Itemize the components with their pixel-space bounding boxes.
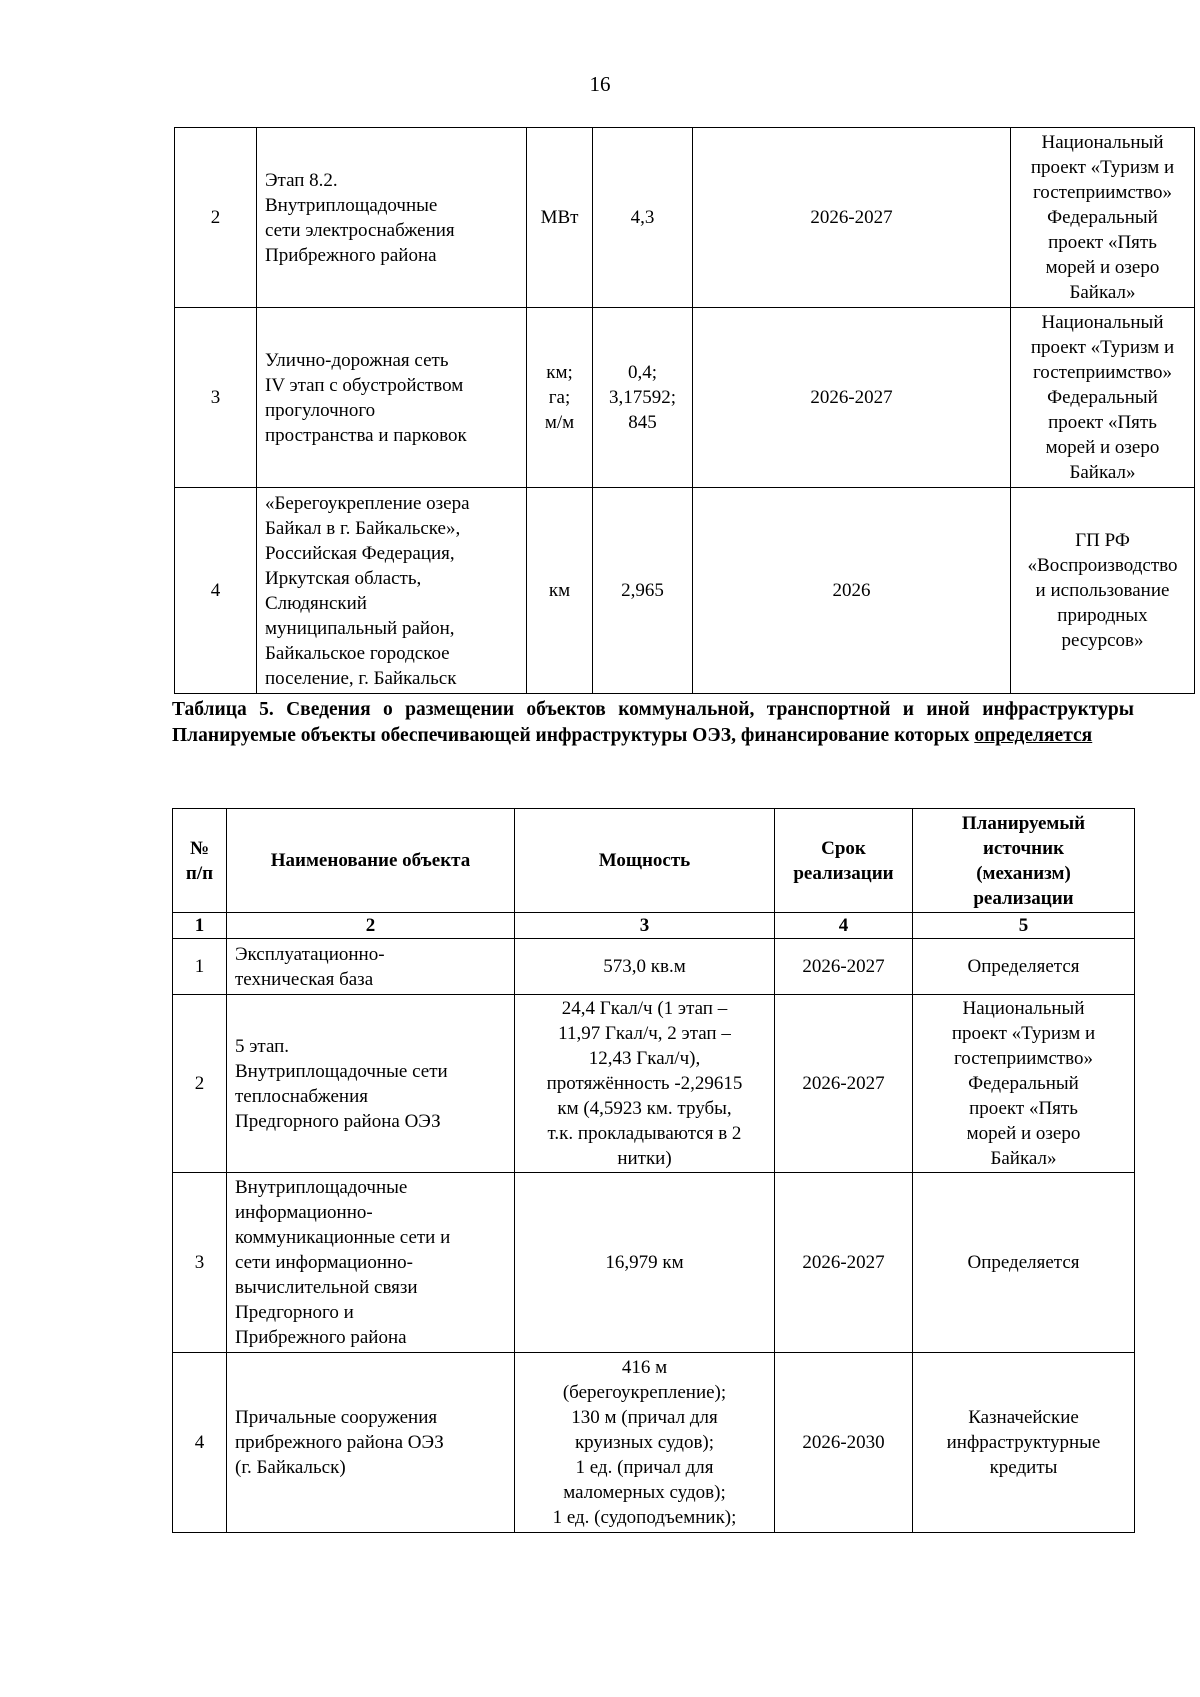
object-name: Внутриплощадочные информационно- коммуникационные сети и сети информационно- вычислительной связи Предгорного и Прибрежного района — [227, 1173, 515, 1353]
unit: км — [527, 488, 593, 694]
continued-table — [174, 127, 1195, 694]
header-name: Наименование объекта — [227, 809, 515, 913]
column-number: 1 — [173, 913, 227, 939]
funding-source: Национальный проект «Туризм и гостеприимство» Федеральный проект «Пять морей и озеро Байкал» — [913, 995, 1135, 1173]
row-number: 3 — [173, 1173, 227, 1353]
period: 2026-2027 — [693, 128, 1011, 308]
table-5 — [172, 808, 1135, 1533]
row-number: 4 — [173, 1353, 227, 1533]
table-row — [175, 128, 1195, 308]
object-name: Улично-дорожная сеть IV этап с обустройством прогулочного пространства и парковок — [257, 308, 527, 488]
object-name: Причальные сооружения прибрежного района ОЭЗ (г. Байкальск) — [227, 1353, 515, 1533]
row-number: 2 — [173, 995, 227, 1173]
object-name: Этап 8.2. Внутриплощадочные сети электроснабжения Прибрежного района — [257, 128, 527, 308]
table-row — [173, 939, 1135, 995]
period: 2026-2027 — [775, 1173, 913, 1353]
header-capacity: Мощность — [515, 809, 775, 913]
funding-source: Определяется — [913, 1173, 1135, 1353]
table-caption — [172, 697, 1134, 749]
table-header-row — [173, 809, 1135, 913]
table-row — [175, 308, 1195, 488]
object-name: Эксплуатационно- техническая база — [227, 939, 515, 995]
table-row — [173, 1353, 1135, 1533]
caption-text: Таблица 5. Сведения о размещении объектов коммунальной, транспортной и иной инфраструктуры Планируемые объекты обеспечивающей инфраструктуры ОЭЗ, финансирование которых — [172, 699, 1134, 746]
table-row — [173, 995, 1135, 1173]
period: 2026 — [693, 488, 1011, 694]
funding-source: Национальный проект «Туризм и гостеприимство» Федеральный проект «Пять морей и озеро Байкал» — [1011, 128, 1195, 308]
funding-source: Национальный проект «Туризм и гостеприимство» Федеральный проект «Пять морей и озеро Байкал» — [1011, 308, 1195, 488]
capacity: 16,979 км — [515, 1173, 775, 1353]
unit: МВт — [527, 128, 593, 308]
table-row — [175, 488, 1195, 694]
period: 2026-2027 — [775, 939, 913, 995]
capacity-value: 4,3 — [593, 128, 693, 308]
column-numbers-row — [173, 913, 1135, 939]
header-source: Планируемый источник (механизм) реализации — [913, 809, 1135, 913]
column-number: 4 — [775, 913, 913, 939]
header-number: № п/п — [173, 809, 227, 913]
period: 2026-2027 — [775, 995, 913, 1173]
period: 2026-2030 — [775, 1353, 913, 1533]
object-name: «Берегоукрепление озера Байкал в г. Байкальске», Российская Федерация, Иркутская область, Слюдянский муниципальный район, Байкальское городское поселение, г. Байкальск — [257, 488, 527, 694]
capacity-value: 0,4; 3,17592; 845 — [593, 308, 693, 488]
column-number: 3 — [515, 913, 775, 939]
table-row — [173, 1173, 1135, 1353]
caption-underlined: определяется — [974, 725, 1093, 746]
capacity: 416 м (берегоукрепление); 130 м (причал для круизных судов); 1 ед. (причал для маломерных судов); 1 ед. (судоподъемник); — [515, 1353, 775, 1533]
row-number: 4 — [175, 488, 257, 694]
unit: км; га; м/м — [527, 308, 593, 488]
funding-source: Казначейские инфраструктурные кредиты — [913, 1353, 1135, 1533]
row-number: 1 — [173, 939, 227, 995]
period: 2026-2027 — [693, 308, 1011, 488]
header-period: Срок реализации — [775, 809, 913, 913]
page-number: 16 — [589, 72, 611, 96]
funding-source: Определяется — [913, 939, 1135, 995]
capacity: 24,4 Гкал/ч (1 этап – 11,97 Гкал/ч, 2 этап – 12,43 Гкал/ч), протяжённость -2,29615 км (4,5923 км. трубы, т.к. прокладываются в 2 нитки) — [515, 995, 775, 1173]
capacity: 573,0 кв.м — [515, 939, 775, 995]
column-number: 5 — [913, 913, 1135, 939]
row-number: 3 — [175, 308, 257, 488]
row-number: 2 — [175, 128, 257, 308]
column-number: 2 — [227, 913, 515, 939]
funding-source: ГП РФ «Воспроизводство и использование природных ресурсов» — [1011, 488, 1195, 694]
object-name: 5 этап. Внутриплощадочные сети теплоснабжения Предгорного района ОЭЗ — [227, 995, 515, 1173]
capacity-value: 2,965 — [593, 488, 693, 694]
